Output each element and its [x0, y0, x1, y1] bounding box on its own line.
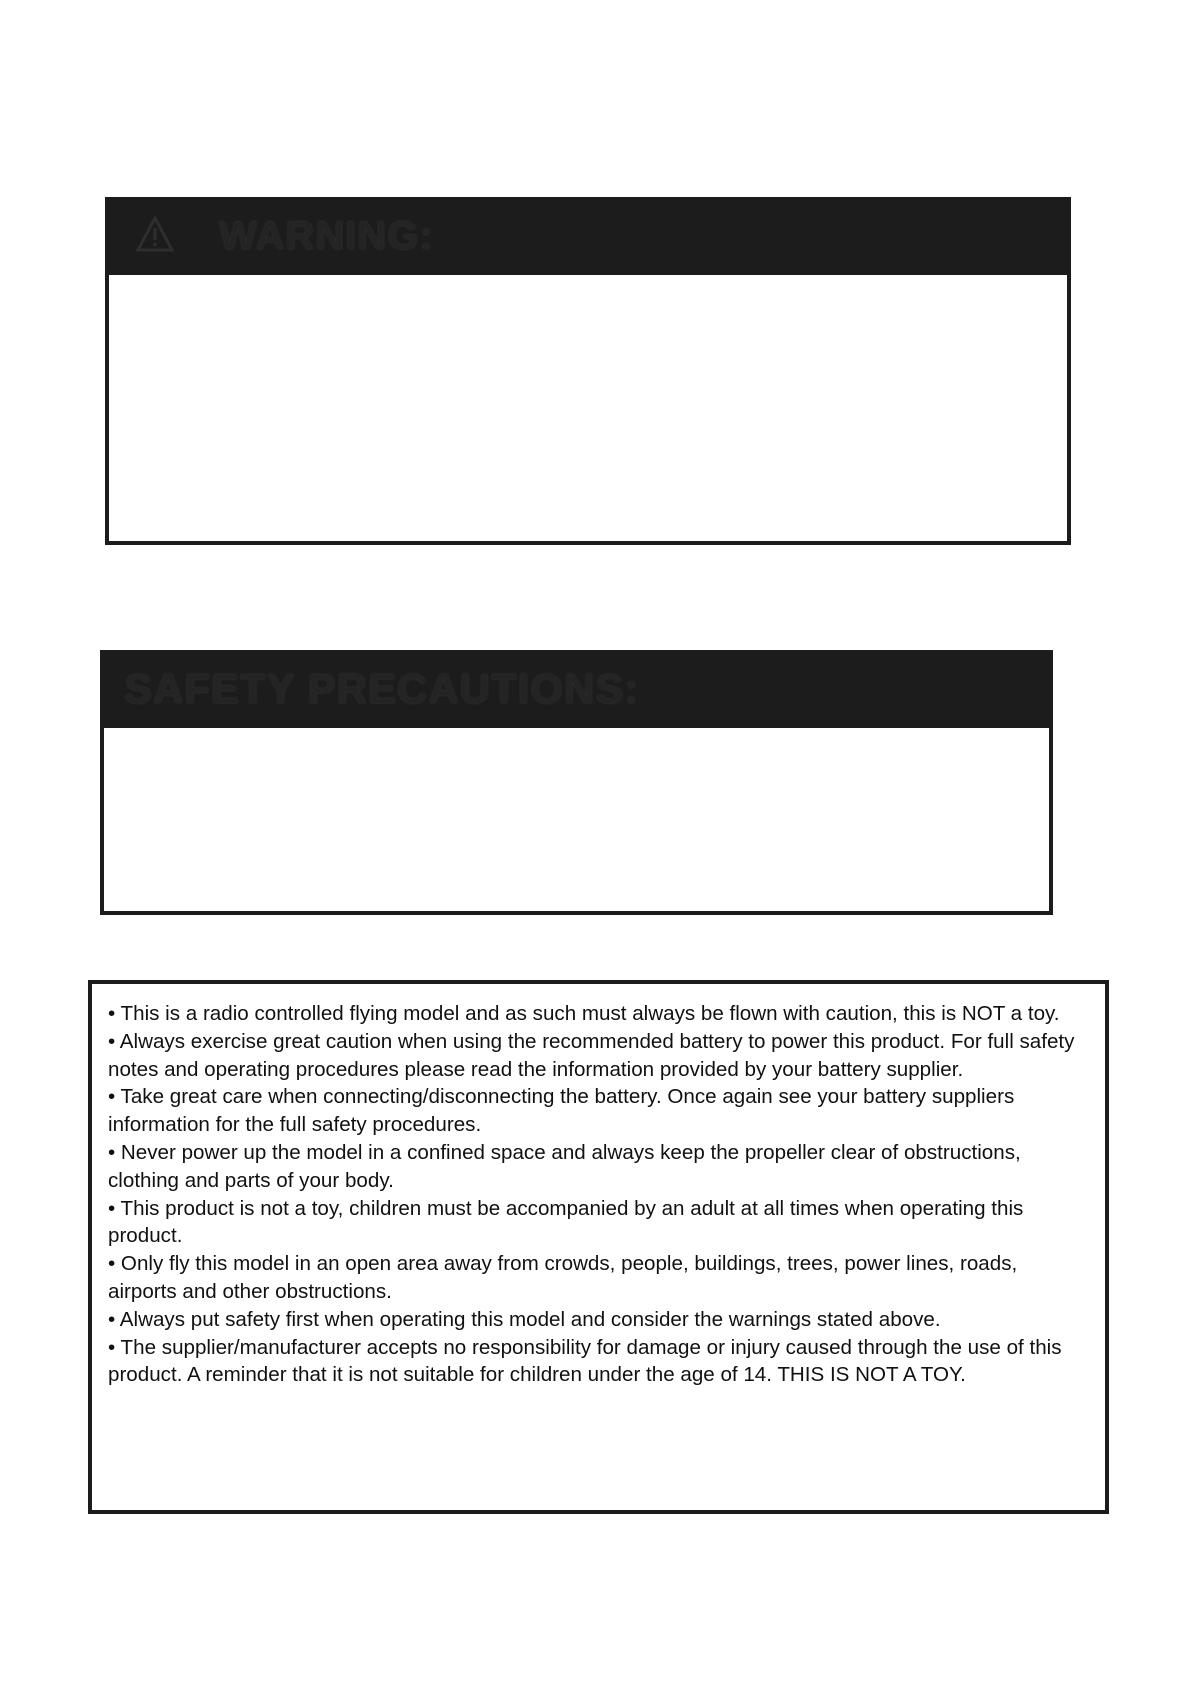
safety-precautions-panel	[100, 650, 1053, 915]
safety-note-item: • This product is not a toy, children must be accompanied by an adult at all times when operating this product.	[108, 1196, 1024, 1248]
safety-notes-list	[108, 1000, 1083, 1389]
safety-note-item: • The supplier/manufacturer accepts no responsibility for damage or injury caused through the use of this product. A reminder that it is not suitable for children under the age of 14. THIS IS NOT A TOY.	[108, 1335, 1062, 1387]
warning-panel	[105, 197, 1071, 545]
safety-precautions-header	[100, 650, 1053, 728]
safety-notes-panel	[88, 980, 1109, 1514]
safety-note-item: • Never power up the model in a confined space and always keep the propeller clear of obstructions, clothing and parts of your body.	[108, 1140, 1021, 1192]
safety-note-item: • Take great care when connecting/disconnecting the battery. Once again see your battery suppliers information for the full safety procedures.	[108, 1085, 1015, 1137]
warning-triangle-icon	[135, 215, 175, 258]
safety-precautions-title: SAFETY PRECAUTIONS:	[124, 665, 640, 712]
safety-note-item: • Always put safety first when operating this model and consider the warnings stated above.	[108, 1307, 941, 1331]
safety-note-item: • This is a radio controlled flying model and as such must always be flown with caution, this is NOT a toy.	[108, 1002, 1060, 1025]
safety-note-item: • Always exercise great caution when using the recommended battery to power this product. For full safety notes and operating procedures please read the information provided by your battery supplier.	[108, 1029, 1075, 1081]
warning-title: WARNING:	[219, 213, 434, 258]
safety-note-item: • Only fly this model in an open area away from crowds, people, buildings, trees, power lines, roads, airports and other obstructions.	[108, 1252, 1018, 1303]
warning-header	[105, 197, 1071, 275]
